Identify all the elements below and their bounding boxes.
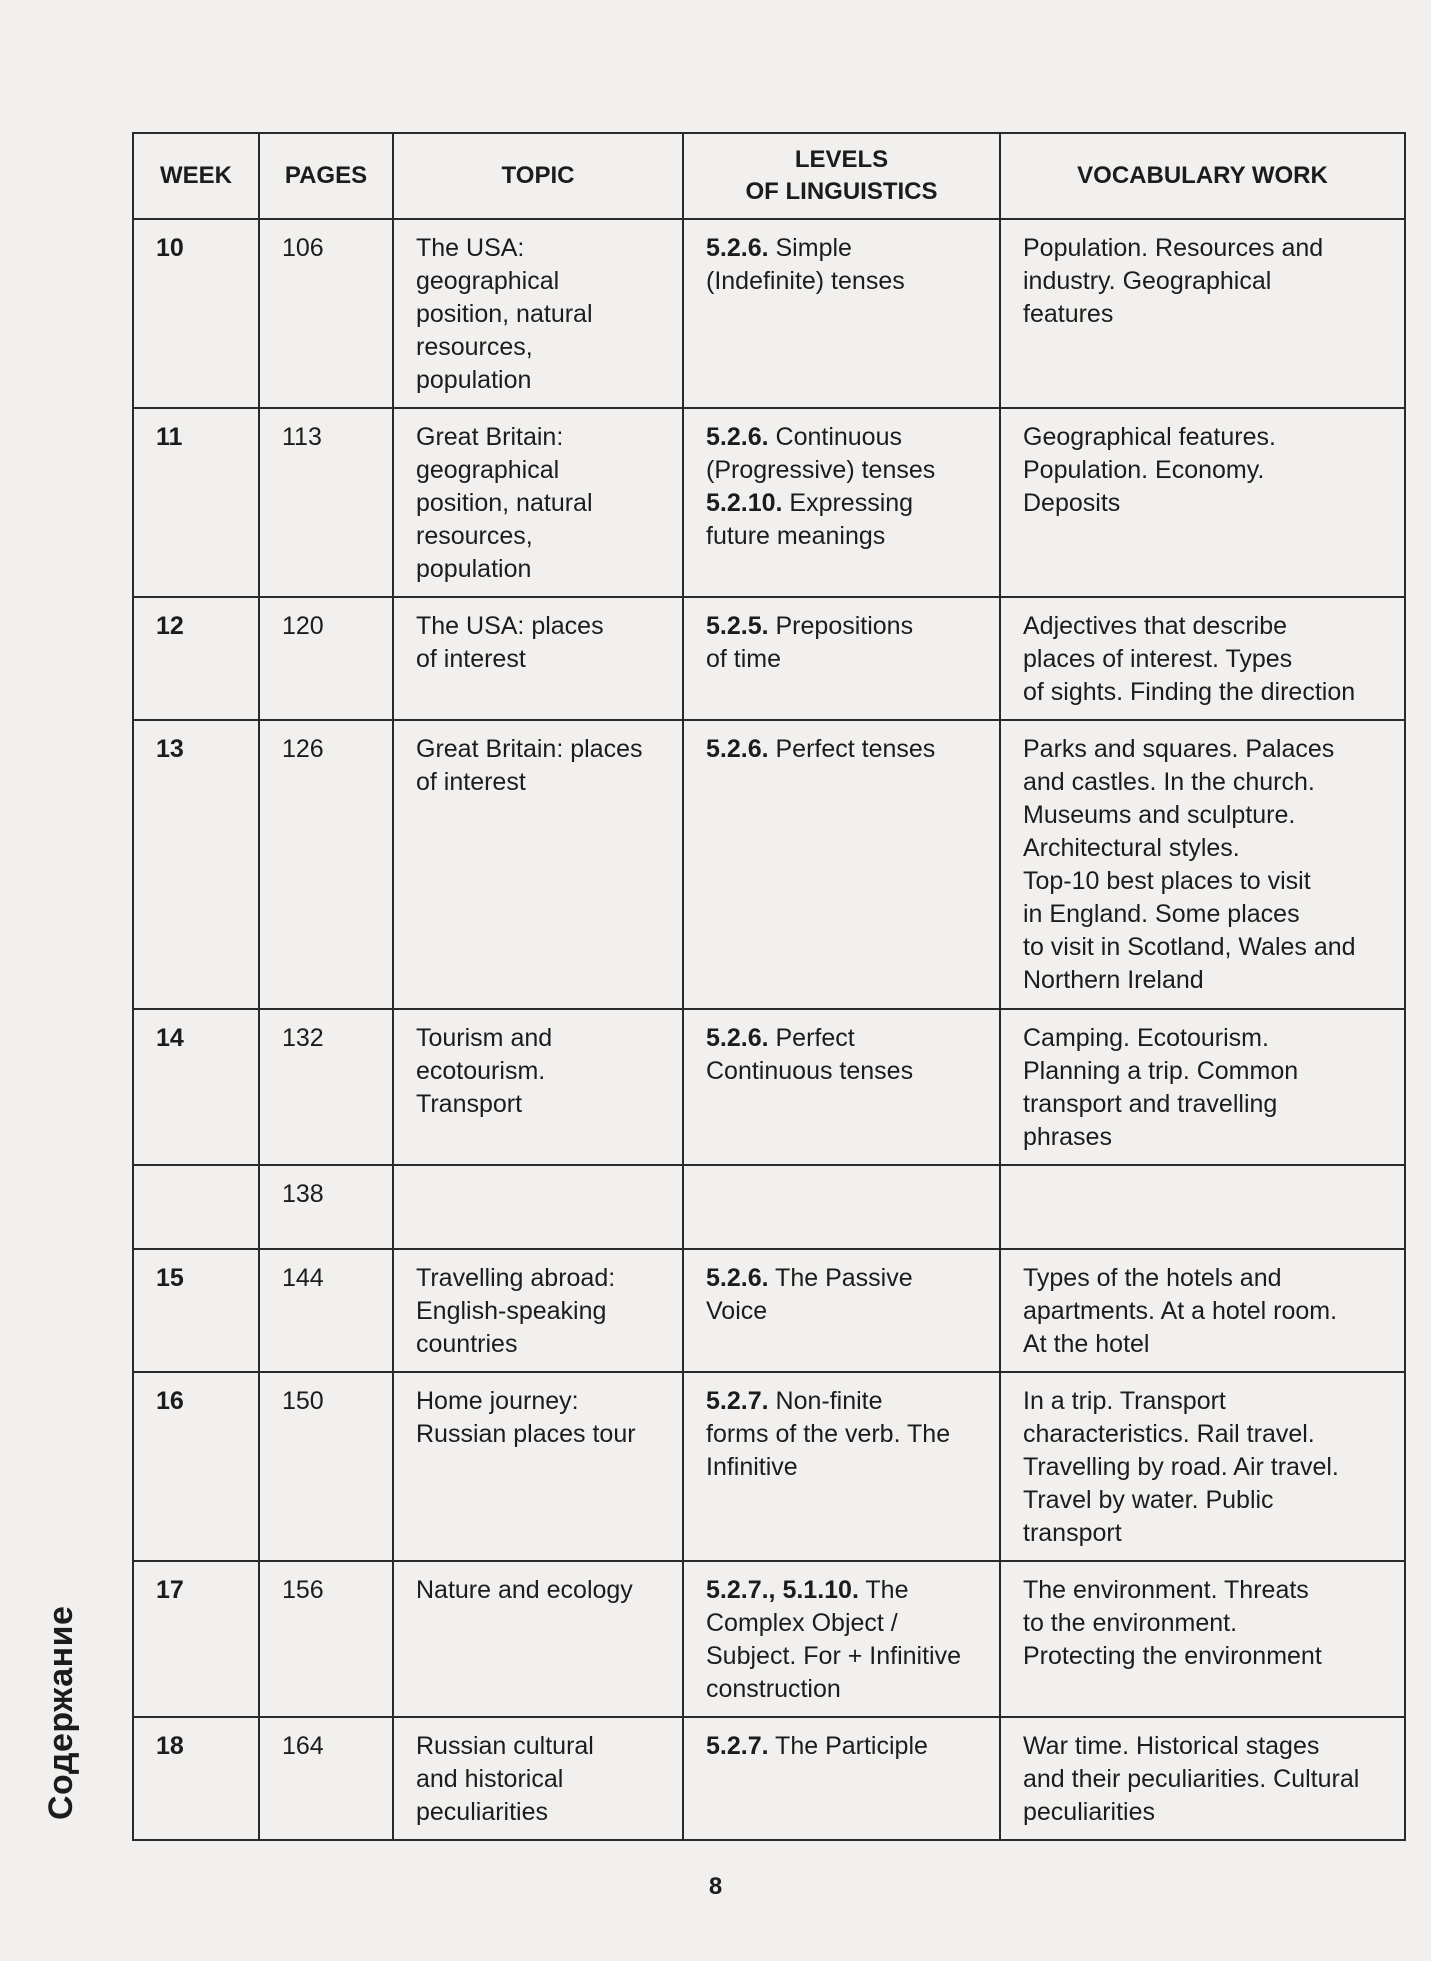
vocabulary-line: features: [1023, 300, 1114, 328]
vocabulary-line: transport: [1023, 1519, 1122, 1547]
vocabulary-line: The environment. Threats: [1023, 1576, 1309, 1604]
linguistics-code: 5.2.5.: [706, 612, 769, 640]
topic-line: The USA: places: [416, 612, 604, 640]
page-number: 8: [708, 1873, 723, 1900]
topic-line: Russian places tour: [416, 1420, 636, 1448]
week-cell: 18: [133, 1717, 259, 1840]
linguistics-text: Complex Object /: [706, 1609, 898, 1637]
vocabulary-line: Travelling by road. Air travel.: [1023, 1453, 1339, 1481]
vocabulary-line: to the environment.: [1023, 1609, 1238, 1637]
vocabulary-line: Geographical features.: [1023, 423, 1276, 451]
linguistics-line: [706, 1607, 985, 1640]
week-cell: 11: [133, 408, 259, 597]
vocabulary-line: peculiarities: [1023, 1798, 1156, 1826]
topic-cell: [393, 1165, 683, 1249]
vocabulary-line: and their peculiarities. Cultural: [1023, 1765, 1360, 1793]
week-cell: 17: [133, 1561, 259, 1717]
linguistics-line: [706, 610, 985, 643]
header-pages: PAGES: [259, 133, 393, 219]
topic-line: of interest: [416, 645, 526, 673]
header-vocabulary: VOCABULARY WORK: [1000, 133, 1405, 219]
topic-line: population: [416, 555, 532, 583]
vocabulary-cell: [1000, 1249, 1405, 1372]
pages-cell: 144: [259, 1249, 393, 1372]
linguistics-text: Simple: [768, 234, 852, 262]
linguistics-line: [706, 520, 985, 553]
vocabulary-line: and castles. In the church.: [1023, 768, 1315, 796]
topic-line: geographical: [416, 267, 560, 295]
pages-cell: 113: [259, 408, 393, 597]
topic-line: geographical: [416, 456, 560, 484]
vocabulary-cell: [1000, 597, 1405, 720]
vocabulary-cell: [1000, 1165, 1405, 1249]
vocabulary-line: War time. Historical stages: [1023, 1732, 1320, 1760]
linguistics-text: construction: [706, 1675, 841, 1703]
topic-line: The USA:: [416, 234, 525, 262]
header-topic: TOPIC: [393, 133, 683, 219]
vocabulary-line: At the hotel: [1023, 1330, 1150, 1358]
linguistics-cell: [683, 408, 1000, 597]
topic-line: Tourism and: [416, 1024, 553, 1052]
topic-cell: [393, 597, 683, 720]
linguistics-cell: [683, 720, 1000, 1009]
linguistics-code: 5.2.6.: [706, 423, 769, 451]
topic-line: population: [416, 366, 532, 394]
pages-cell: 138: [259, 1165, 393, 1249]
topic-cell: [393, 1717, 683, 1840]
linguistics-line: [706, 1673, 985, 1706]
linguistics-line: [706, 1295, 985, 1328]
topic-cell: [393, 720, 683, 1009]
topic-line: Great Britain:: [416, 423, 564, 451]
linguistics-code: 5.2.7., 5.1.10.: [706, 1576, 859, 1604]
topic-line: of interest: [416, 768, 526, 796]
linguistics-text: Prepositions: [768, 612, 914, 640]
vocabulary-line: Adjectives that describe: [1023, 612, 1288, 640]
table-row: [133, 597, 1405, 720]
vocabulary-line: Types of the hotels and: [1023, 1264, 1282, 1292]
vocabulary-line: Deposits: [1023, 489, 1121, 517]
week-cell: 12: [133, 597, 259, 720]
pages-cell: 150: [259, 1372, 393, 1561]
vocabulary-line: Protecting the environment: [1023, 1642, 1322, 1670]
linguistics-code: 5.2.6.: [706, 234, 769, 262]
linguistics-line: [706, 487, 985, 520]
topic-line: resources,: [416, 522, 533, 550]
linguistics-text: The: [858, 1576, 909, 1604]
table-row: [133, 1372, 1405, 1561]
topic-line: and historical: [416, 1765, 564, 1793]
linguistics-text: Perfect tenses: [768, 735, 936, 763]
linguistics-text: future meanings: [706, 522, 886, 550]
linguistics-line: [706, 733, 985, 766]
vocabulary-line: industry. Geographical: [1023, 267, 1272, 295]
linguistics-text: The Passive: [768, 1264, 913, 1292]
linguistics-line: [706, 1574, 985, 1607]
vocabulary-line: transport and travelling: [1023, 1090, 1278, 1118]
topic-line: peculiarities: [416, 1798, 549, 1826]
linguistics-cell: [683, 1009, 1000, 1165]
linguistics-code: 5.2.6.: [706, 735, 769, 763]
linguistics-line: [706, 1385, 985, 1418]
vocabulary-cell: [1000, 408, 1405, 597]
topic-line: resources,: [416, 333, 533, 361]
linguistics-text: Continuous tenses: [706, 1057, 914, 1085]
topic-line: countries: [416, 1330, 518, 1358]
table-row: [133, 1009, 1405, 1165]
vocabulary-line: of sights. Finding the direction: [1023, 678, 1356, 706]
linguistics-cell: [683, 1165, 1000, 1249]
topic-cell: [393, 1249, 683, 1372]
linguistics-line: [706, 421, 985, 454]
vocabulary-line: Parks and squares. Palaces: [1023, 735, 1335, 763]
linguistics-line: [706, 1451, 985, 1484]
topic-line: position, natural: [416, 489, 593, 517]
topic-line: Russian cultural: [416, 1732, 594, 1760]
linguistics-cell: [683, 1372, 1000, 1561]
linguistics-code: 5.2.7.: [706, 1387, 769, 1415]
linguistics-text: forms of the verb. The: [706, 1420, 951, 1448]
linguistics-code: 5.2.6.: [706, 1024, 769, 1052]
vocabulary-line: Architectural styles.: [1023, 834, 1240, 862]
linguistics-line: [706, 1730, 985, 1763]
linguistics-text: (Progressive) tenses: [706, 456, 936, 484]
table-row: [133, 1249, 1405, 1372]
vocabulary-line: Population. Resources and: [1023, 234, 1324, 262]
topic-cell: [393, 1009, 683, 1165]
linguistics-text: Subject. For + Infinitive: [706, 1642, 961, 1670]
linguistics-text: Non-finite: [768, 1387, 883, 1415]
week-cell: 16: [133, 1372, 259, 1561]
table-row: [133, 219, 1405, 408]
vocabulary-line: Population. Economy.: [1023, 456, 1265, 484]
week-cell: 15: [133, 1249, 259, 1372]
week-cell: 10: [133, 219, 259, 408]
linguistics-line: [706, 1055, 985, 1088]
topic-line: Transport: [416, 1090, 523, 1118]
linguistics-text: of time: [706, 645, 782, 673]
table-row: [133, 1165, 1405, 1249]
table-row: [133, 1561, 1405, 1717]
topic-cell: [393, 408, 683, 597]
topic-line: ecotourism.: [416, 1057, 546, 1085]
pages-cell: 164: [259, 1717, 393, 1840]
linguistics-line: [706, 1640, 985, 1673]
topic-line: English-speaking: [416, 1297, 607, 1325]
linguistics-text: Continuous: [768, 423, 902, 451]
curriculum-table: [132, 132, 1406, 1841]
linguistics-cell: [683, 219, 1000, 408]
linguistics-code: 5.2.6.: [706, 1264, 769, 1292]
vocabulary-line: Camping. Ecotourism.: [1023, 1024, 1269, 1052]
table-body: [133, 219, 1405, 1840]
vocabulary-line: Northern Ireland: [1023, 966, 1204, 994]
linguistics-cell: [683, 597, 1000, 720]
linguistics-cell: [683, 1561, 1000, 1717]
vocabulary-cell: [1000, 219, 1405, 408]
week-cell: 13: [133, 720, 259, 1009]
vocabulary-cell: [1000, 1561, 1405, 1717]
table-row: [133, 408, 1405, 597]
linguistics-line: [706, 643, 985, 676]
linguistics-text: Expressing: [782, 489, 914, 517]
pages-cell: 106: [259, 219, 393, 408]
side-label: Содержание: [42, 1605, 80, 1820]
topic-cell: [393, 219, 683, 408]
vocabulary-line: Top-10 best places to visit: [1023, 867, 1311, 895]
vocabulary-cell: [1000, 1372, 1405, 1561]
linguistics-text: Voice: [706, 1297, 768, 1325]
vocabulary-line: apartments. At a hotel room.: [1023, 1297, 1338, 1325]
vocabulary-line: In a trip. Transport: [1023, 1387, 1226, 1415]
vocabulary-line: Travel by water. Public: [1023, 1486, 1274, 1514]
vocabulary-line: places of interest. Types: [1023, 645, 1293, 673]
topic-cell: [393, 1561, 683, 1717]
vocabulary-line: in England. Some places: [1023, 900, 1300, 928]
pages-cell: 132: [259, 1009, 393, 1165]
header-week: WEEK: [133, 133, 259, 219]
vocabulary-line: phrases: [1023, 1123, 1112, 1151]
vocabulary-line: Museums and sculpture.: [1023, 801, 1296, 829]
topic-cell: [393, 1372, 683, 1561]
vocabulary-line: characteristics. Rail travel.: [1023, 1420, 1315, 1448]
topic-line: Nature and ecology: [416, 1576, 633, 1604]
topic-line: position, natural: [416, 300, 593, 328]
pages-cell: 126: [259, 720, 393, 1009]
linguistics-line: [706, 1418, 985, 1451]
linguistics-code: 5.2.7.: [706, 1732, 769, 1760]
linguistics-text: (Indefinite) tenses: [706, 267, 905, 295]
pages-cell: 156: [259, 1561, 393, 1717]
topic-line: Home journey:: [416, 1387, 579, 1415]
linguistics-line: [706, 1022, 985, 1055]
linguistics-line: [706, 265, 985, 298]
header-levels-line-2: OF LINGUISTICS: [745, 178, 938, 205]
linguistics-line: [706, 454, 985, 487]
vocabulary-line: to visit in Scotland, Wales and: [1023, 933, 1356, 961]
topic-line: Great Britain: places: [416, 735, 643, 763]
table-row: [133, 1717, 1405, 1840]
topic-line: Travelling abroad:: [416, 1264, 616, 1292]
linguistics-line: [706, 232, 985, 265]
linguistics-cell: [683, 1249, 1000, 1372]
week-cell: 14: [133, 1009, 259, 1165]
linguistics-text: The Participle: [768, 1732, 928, 1760]
vocabulary-cell: [1000, 1009, 1405, 1165]
linguistics-text: Infinitive: [706, 1453, 798, 1481]
pages-cell: 120: [259, 597, 393, 720]
linguistics-line: [706, 1262, 985, 1295]
table-row: [133, 720, 1405, 1009]
vocabulary-cell: [1000, 1717, 1405, 1840]
header-row: [133, 133, 1405, 219]
linguistics-code: 5.2.10.: [706, 489, 783, 517]
vocabulary-line: Planning a trip. Common: [1023, 1057, 1299, 1085]
vocabulary-cell: [1000, 720, 1405, 1009]
header-levels-line-1: LEVELS: [794, 146, 889, 173]
linguistics-text: Perfect: [768, 1024, 855, 1052]
week-cell: [133, 1165, 259, 1249]
linguistics-cell: [683, 1717, 1000, 1840]
header-levels: [683, 133, 1000, 219]
